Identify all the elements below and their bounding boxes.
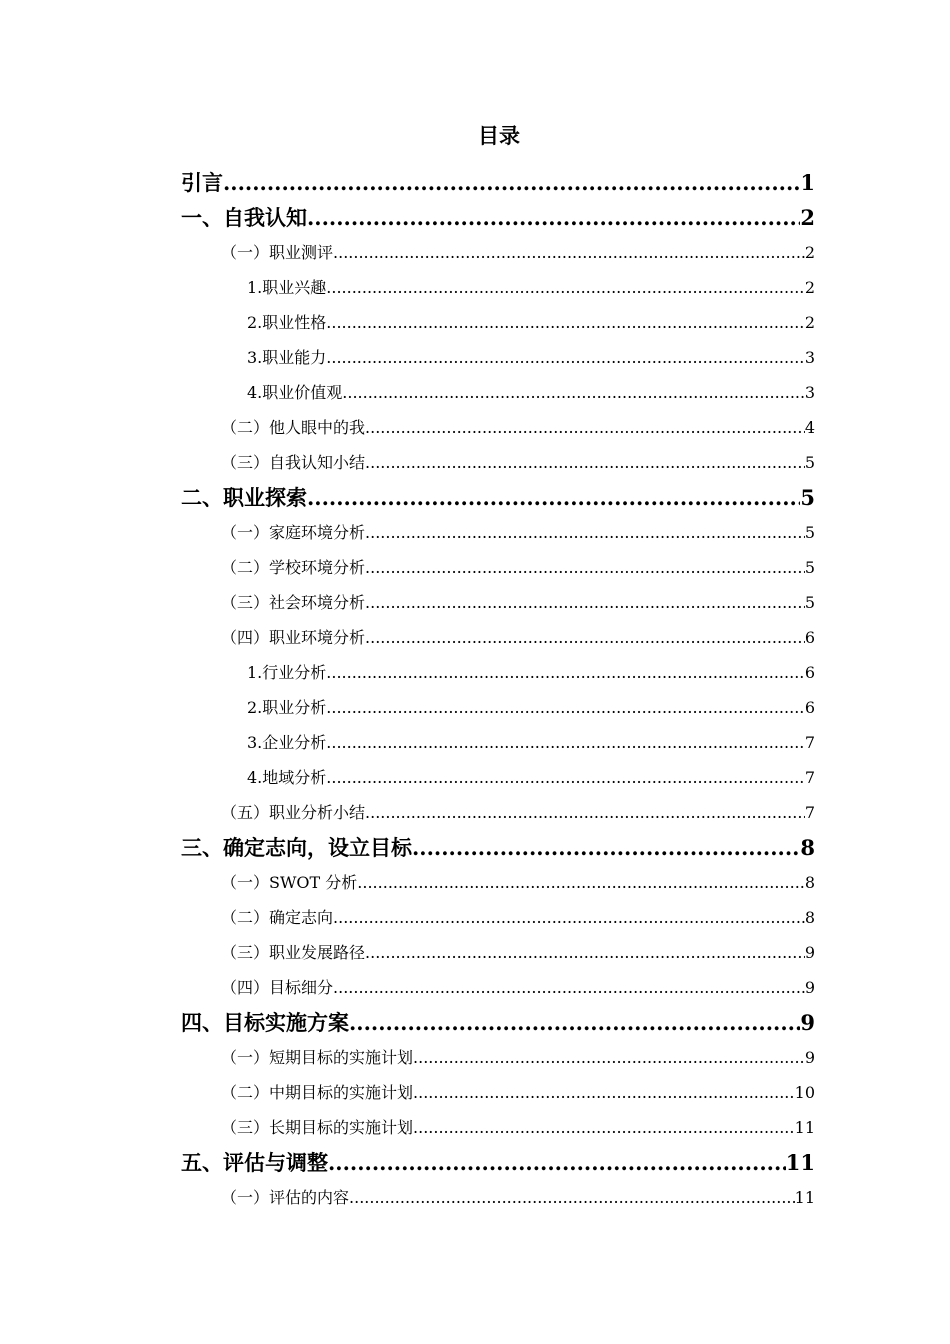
toc-leader-dots [412,830,800,865]
toc-leader-dots [413,1110,795,1145]
toc-title: 目录 [478,123,520,148]
toc-leader-dots [333,900,805,935]
toc-entry-label: 2.职业性格 [247,313,327,332]
toc-page-number: 11 [785,1150,815,1175]
toc-leader-dots [413,1075,795,1110]
toc-leader-dots [328,1145,786,1180]
toc-entry[interactable] [181,900,815,935]
toc-entry[interactable] [181,235,815,270]
toc-page-number: 2 [804,278,815,297]
toc-leader-dots [342,375,805,410]
toc-entry-label: （一）评估的内容 [221,1188,350,1207]
toc-entry[interactable] [181,1040,815,1075]
toc-entry-label: （二）中期目标的实施计划 [221,1083,414,1102]
toc-entry-label: 4.地域分析 [247,768,327,787]
toc-entry[interactable] [181,515,815,550]
toc-entry[interactable] [181,165,815,200]
toc-page-number: 6 [804,663,815,682]
toc-leader-dots [365,515,805,550]
toc-entry-label: （二）学校环境分析 [221,558,366,577]
toc-entry-label: 1.职业兴趣 [247,278,327,297]
toc-page-number: 2 [804,243,815,262]
toc-entry[interactable] [181,865,815,900]
toc-page-number: 8 [804,908,815,927]
toc-page-number: 9 [800,1010,815,1035]
toc-page-number: 6 [804,698,815,717]
toc-entry[interactable] [181,690,815,725]
toc-entry-label: 五、评估与调整 [181,1150,328,1175]
toc-page-number: 2 [804,313,815,332]
toc-entry[interactable] [181,1145,815,1180]
toc-leader-dots [307,480,800,515]
toc-page-number: 9 [804,978,815,997]
toc-entry[interactable] [181,375,815,410]
toc-entry[interactable] [181,1180,815,1215]
toc-page-number: 9 [804,1048,815,1067]
toc-page-number: 7 [804,733,815,752]
toc-entry-label: 3.职业能力 [247,348,327,367]
toc-entry-label: 二、职业探索 [181,485,307,510]
toc-entry-label: 2.职业分析 [247,698,327,717]
toc-entry[interactable] [181,970,815,1005]
toc-leader-dots [333,970,805,1005]
toc-page-number: 5 [804,558,815,577]
toc-entry-label: 一、自我认知 [181,205,307,230]
toc-page-number: 10 [794,1083,815,1102]
toc-leader-dots [365,795,805,830]
toc-page-number: 1 [800,170,815,195]
toc-page-number: 9 [804,943,815,962]
toc-entry-label: （一）短期目标的实施计划 [221,1048,414,1067]
toc-entry-label: （四）职业环境分析 [221,628,366,647]
toc-page-number: 11 [794,1188,815,1207]
toc-page-number: 3 [804,348,815,367]
toc-page-number: 8 [800,835,815,860]
toc-leader-dots [307,200,800,235]
toc-entry[interactable] [181,270,815,305]
toc-entry[interactable] [181,1075,815,1110]
toc-entry-label: （三）长期目标的实施计划 [221,1118,414,1137]
toc-entry[interactable] [181,445,815,480]
toc-page-number: 4 [804,418,815,437]
toc-entry[interactable] [181,410,815,445]
toc-entry[interactable] [181,550,815,585]
toc-leader-dots [365,935,805,970]
toc-list [181,165,815,1215]
toc-entry-label: 1.行业分析 [247,663,327,682]
toc-leader-dots [223,165,800,200]
toc-entry-label: （二）他人眼中的我 [221,418,366,437]
toc-leader-dots [326,340,805,375]
toc-entry-label: 引言 [181,170,223,195]
toc-leader-dots [326,760,805,795]
toc-entry-label: 三、确定志向，设立目标 [181,835,412,860]
toc-page-number: 2 [800,205,815,230]
toc-entry[interactable] [181,480,815,515]
toc-leader-dots [333,235,805,270]
toc-entry[interactable] [181,1110,815,1145]
toc-leader-dots [349,1180,795,1215]
toc-leader-dots [326,690,805,725]
toc-entry-label: 四、目标实施方案 [181,1010,349,1035]
toc-entry[interactable] [181,655,815,690]
toc-leader-dots [357,865,805,900]
toc-entry[interactable] [181,620,815,655]
toc-leader-dots [365,410,805,445]
toc-entry-label: （三）职业发展路径 [221,943,366,962]
toc-entry[interactable] [181,935,815,970]
toc-leader-dots [326,725,805,760]
toc-page-number: 5 [804,523,815,542]
toc-entry-label: （四）目标细分 [221,978,334,997]
toc-entry-label: （一）家庭环境分析 [221,523,366,542]
toc-page-number: 7 [804,803,815,822]
toc-leader-dots [365,585,805,620]
toc-page-number: 5 [804,593,815,612]
toc-leader-dots [365,445,805,480]
toc-entry-label: 3.企业分析 [247,733,327,752]
toc-entry[interactable] [181,725,815,760]
toc-leader-dots [365,550,805,585]
toc-entry[interactable] [181,760,815,795]
toc-page-number: 3 [804,383,815,402]
toc-entry-label: 4.职业价值观 [247,383,343,402]
toc-entry[interactable] [181,200,815,235]
toc-page-number: 5 [800,485,815,510]
toc-entry[interactable] [181,340,815,375]
toc-entry-label: （三）社会环境分析 [221,593,366,612]
toc-entry-label: （三）自我认知小结 [221,453,366,472]
toc-page-number: 7 [804,768,815,787]
toc-page-number: 8 [804,873,815,892]
toc-entry-label: （一）SWOT 分析 [221,873,358,892]
toc-page-number: 11 [794,1118,815,1137]
toc-leader-dots [349,1005,800,1040]
toc-entry-label: （五）职业分析小结 [221,803,366,822]
toc-entry[interactable] [181,585,815,620]
toc-leader-dots [365,620,805,655]
toc-entry-label: （一）职业测评 [221,243,334,262]
toc-leader-dots [326,305,805,340]
toc-entry[interactable] [181,1005,815,1040]
toc-page-number: 6 [804,628,815,647]
toc-page-number: 5 [804,453,815,472]
toc-entry[interactable] [181,305,815,340]
toc-leader-dots [413,1040,805,1075]
toc-leader-dots [326,655,805,690]
toc-entry[interactable] [181,830,815,865]
toc-entry-label: （二）确定志向 [221,908,334,927]
toc-leader-dots [326,270,805,305]
toc-entry[interactable] [181,795,815,830]
